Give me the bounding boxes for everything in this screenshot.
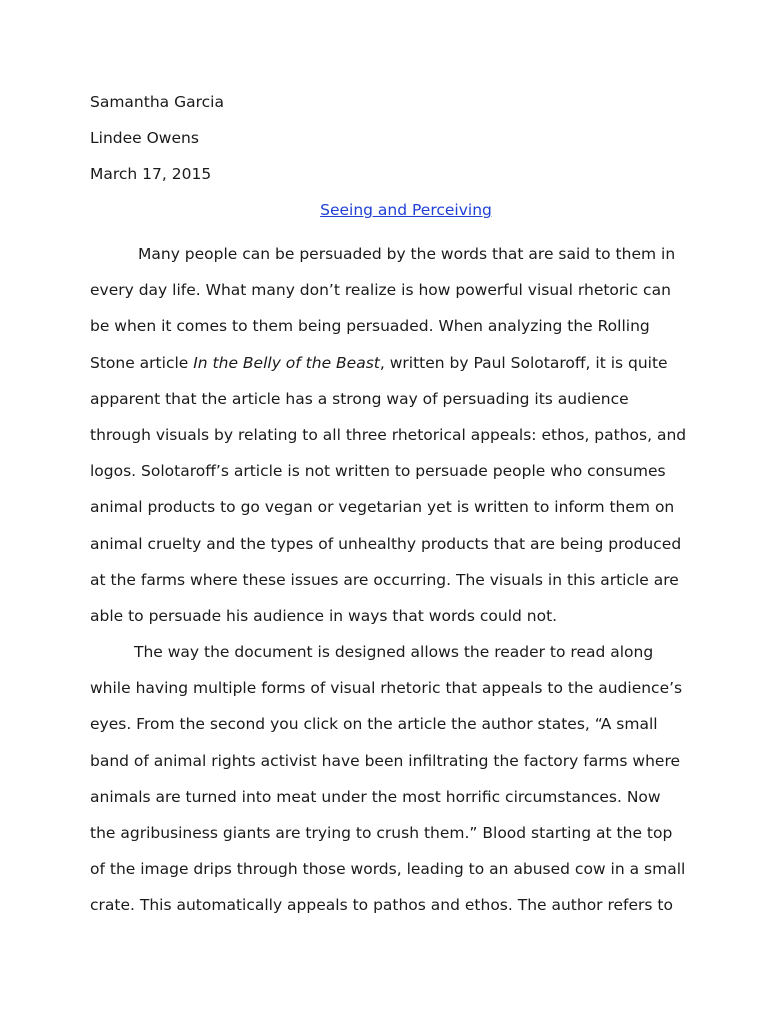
paragraph-2 [90, 634, 686, 924]
essay-body [90, 236, 687, 924]
author-name: Samantha Garcia [90, 93, 224, 111]
paragraph-line [90, 236, 680, 272]
paragraph-line: animals are turned into meat under the most horrific circumstances. Now [90, 787, 661, 806]
paragraph-line: of the image drips through those words, leading to an abused cow in a small [90, 860, 686, 879]
paragraph-line: crate. This automatically appeals to pathos and ethos. The author refers to [90, 896, 673, 915]
article-title-italic: In the Belly of the Beast [193, 353, 380, 372]
paragraph-1 [90, 236, 687, 634]
paragraph-line: the agribusiness giants are trying to crush them.” Blood starting at the top [90, 824, 673, 842]
paragraph-line: apparent that the article has a strong way of persuading its audience [90, 389, 629, 408]
date-line: March 17, 2015 [90, 165, 212, 183]
line-text: Many people can be persuaded by the words that are said to them in [138, 245, 676, 263]
line-text: Stone article [90, 353, 194, 372]
essay-title[interactable]: Seeing and Perceiving [320, 201, 492, 219]
paragraph-line: animal products to go vegan or vegetarian yet is written to inform them on [90, 498, 675, 517]
paragraph-line: eyes. From the second you click on the article the author states, “A small [90, 715, 658, 734]
paragraph-line: able to persuade his audience in ways that words could not. [90, 606, 558, 625]
paragraph-line: be when it comes to them being persuaded. When analyzing the Rolling [90, 317, 650, 336]
paragraph-line: while having multiple forms of visual rhetoric that appeals to the audience’s [90, 679, 683, 698]
paragraph-line: at the farms where these issues are occurring. The visuals in this article are [90, 570, 679, 589]
paragraph-line: animal cruelty and the types of unhealthy products that are being produced [90, 534, 682, 553]
line-text: The way the document is designed allows the reader to read along [134, 643, 654, 662]
paragraph-line: through visuals by relating to all three rhetorical appeals: ethos, pathos, and [90, 425, 687, 444]
paragraph-line: logos. Solotaroff’s article is not written to persuade people who consumes [90, 462, 666, 481]
paragraph-line: band of animal rights activist have been infiltrating the factory farms where [90, 751, 681, 770]
paragraph-line [90, 345, 680, 381]
instructor-name: Lindee Owens [90, 129, 199, 147]
paragraph-line: every day life. What many don’t realize is how powerful visual rhetoric can [90, 281, 671, 300]
line-text: , written by Paul Solotaroff, it is quite [379, 353, 668, 372]
paragraph-line [90, 634, 680, 670]
